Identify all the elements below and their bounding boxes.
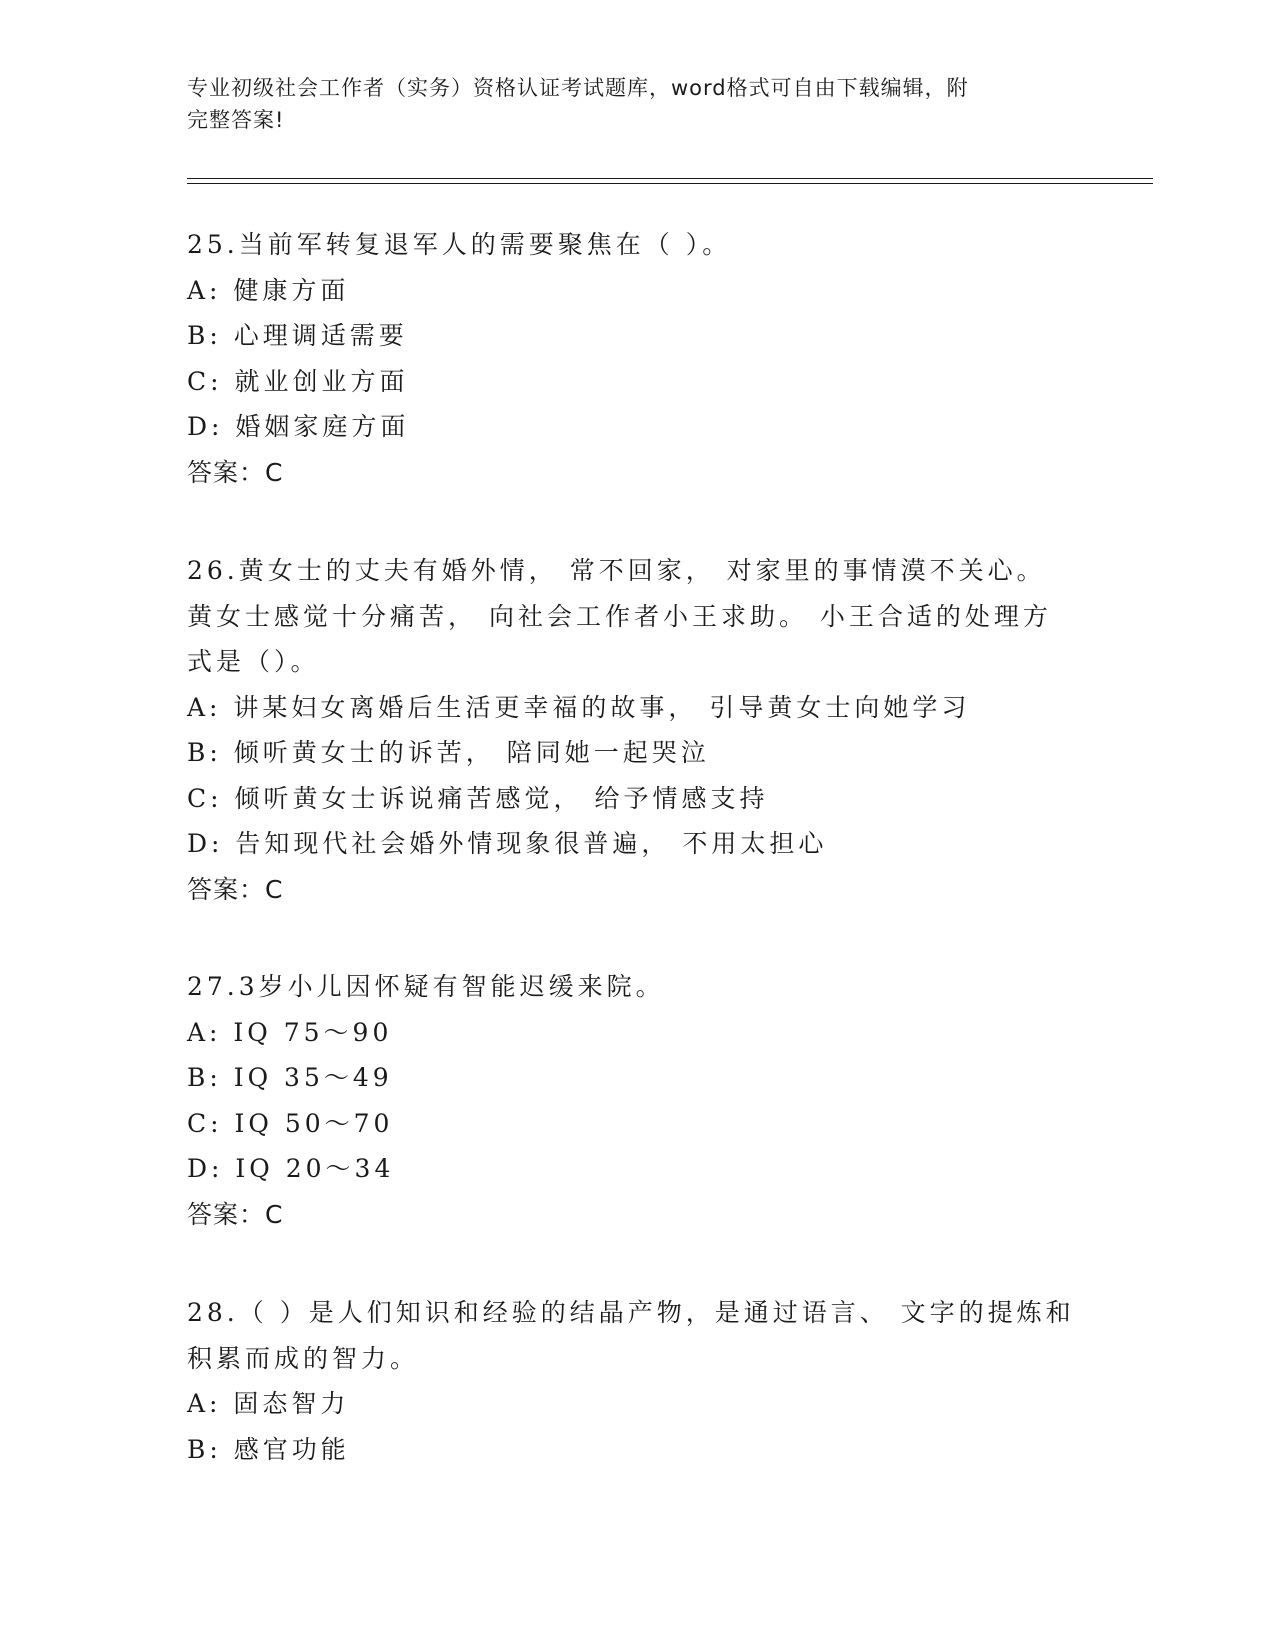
- option-c: C: IQ 50～70: [187, 1108, 394, 1138]
- option-a: A: 讲某妇女离婚后生活更幸福的故事， 引导黄女士向她学习: [187, 692, 971, 722]
- question-25: [187, 222, 1087, 495]
- option-d: D: 告知现代社会婚外情现象很普遍， 不用太担心: [187, 829, 828, 858]
- header-divider-bottom: [187, 183, 1153, 184]
- option-d: D: IQ 20～34: [187, 1154, 395, 1183]
- header-divider-top: [187, 178, 1153, 179]
- option-a: A: IQ 75～90: [187, 1017, 393, 1047]
- answer: 答案：C: [187, 1199, 284, 1229]
- option-b: B: IQ 35～49: [187, 1063, 393, 1092]
- question-stem-line-1: 28.（ ）是人们知识和经验的结晶产物，是通过语言、 文字的提炼和: [187, 1298, 1075, 1327]
- option-c: C: 倾听黄女士诉说痛苦感觉， 给予情感支持: [187, 783, 769, 813]
- question-28: [187, 1290, 1087, 1472]
- question-stem-line-1: 26.黄女士的丈夫有婚外情， 常不回家， 对家里的事情漠不关心。: [187, 556, 1046, 585]
- option-c: C: 就业创业方面: [187, 366, 409, 396]
- option-b: B: 倾听黄女士的诉苦， 陪同她一起哭泣: [187, 738, 710, 767]
- option-a: A: 固态智力: [187, 1389, 350, 1418]
- option-a: A: 健康方面: [187, 275, 350, 305]
- header-line-1: 专业初级社会工作者（实务）资格认证考试题库，word格式可自由下载编辑，附: [187, 76, 969, 100]
- answer: 答案：C: [187, 874, 284, 904]
- option-b: B: 感官功能: [187, 1434, 350, 1464]
- question-stem-line-2: 黄女士感觉十分痛苦， 向社会工作者小王求助。 小王合适的处理方: [187, 601, 1052, 631]
- question-stem: 25.当前军转复退军人的需要聚焦在（ ）。: [187, 230, 732, 259]
- question-26: [187, 548, 1087, 912]
- option-d: D: 婚姻家庭方面: [187, 412, 410, 441]
- question-stem-line-2: 积累而成的智力。: [187, 1343, 420, 1373]
- header-line-2: 完整答案!: [187, 108, 285, 132]
- answer: 答案：C: [187, 457, 284, 487]
- question-stem: 27.3岁小儿因怀疑有智能迟缓来院。: [187, 972, 665, 1001]
- question-stem-line-3: 式是（）。: [187, 647, 320, 676]
- option-b: B: 心理调适需要: [187, 321, 408, 350]
- document-header: [187, 72, 1067, 136]
- question-27: [187, 964, 1087, 1237]
